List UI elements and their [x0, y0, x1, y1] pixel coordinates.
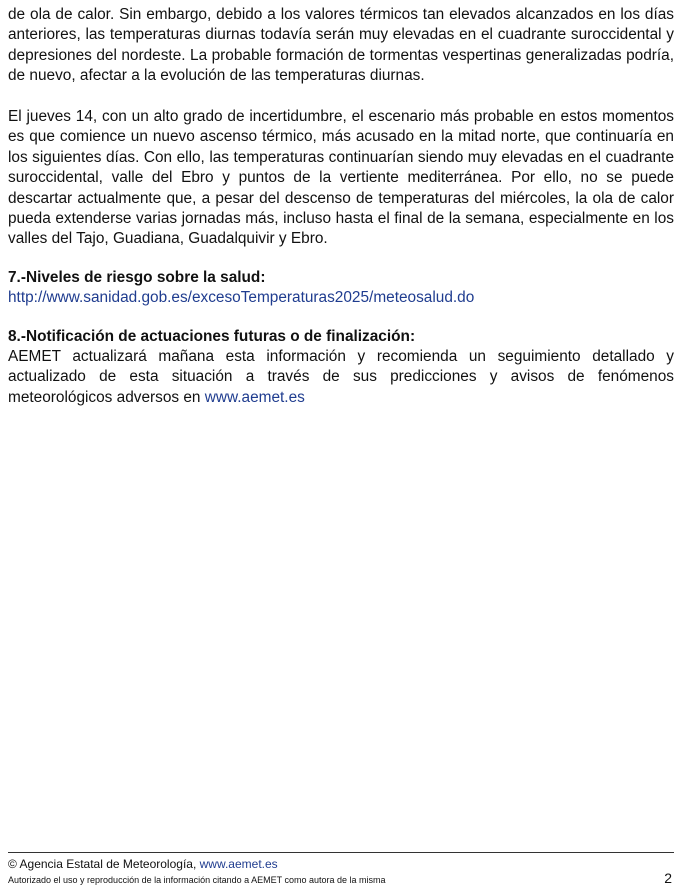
section-8-text — [8, 347, 674, 408]
page-footer — [8, 852, 674, 886]
footer-copyright-line — [8, 857, 674, 871]
footer-divider — [8, 852, 674, 853]
footer-usage-notice: Autorizado el uso y reproducción de la información citando a AEMET como autora de la misma — [8, 875, 386, 885]
footer-copyright: © Agencia Estatal de Meteorología, — [8, 857, 200, 871]
section-7-link-line — [8, 288, 674, 308]
section-future-actions — [8, 327, 674, 409]
section-8-body: AEMET actualizará mañana esta información y recomienda un seguimiento detallado y actualizado de esta situación a través de sus predicciones y avisos de fenómenos meteorológicos adversos en — [8, 348, 674, 406]
page-number: 2 — [664, 870, 672, 886]
health-risk-link[interactable]: http://www.sanidad.gob.es/excesoTemperaturas2025/meteosalud.do — [8, 289, 475, 307]
paragraph-heat-wave-continuation: de ola de calor. Sin embargo, debido a los valores térmicos tan elevados alcanzados en los días anteriores, las temperaturas diurnas todavía serán muy elevadas en el cuadrante suroccidental y depresiones del nordeste. La probable formación de tormentas vespertinas generalizadas podría, de nuevo, afectar a la evolución de las temperaturas diurnas. — [8, 6, 674, 85]
aemet-link[interactable]: www.aemet.es — [204, 388, 305, 406]
section-7-title: 7.-Niveles de riesgo sobre la salud: — [8, 268, 266, 286]
section-8-title: 8.-Notificación de actuaciones futuras o de finalización: — [8, 327, 416, 345]
section-health-risk — [8, 268, 674, 309]
document-body — [8, 5, 674, 408]
footer-aemet-link[interactable]: www.aemet.es — [199, 857, 278, 871]
paragraph-thursday-forecast: El jueves 14, con un alto grado de incertidumbre, el escenario más probable en estos momentos es que comience un nuevo ascenso térmico, más acusado en la mitad norte, que continuaría en los siguientes días. Con ello, las temperaturas continuarían siendo muy elevadas en el cuadrante suroccidental, valle del Ebro y puntos de la vertiente mediterránea. Por ello, no se puede descartar actualmente que, a pesar del descenso de temperaturas del miércoles, la ola de calor pueda extenderse varias jornadas más, incluso hasta el final de la semana, especialmente en los valles del Tajo, Guadiana, Guadalquivir y Ebro. — [8, 108, 674, 248]
